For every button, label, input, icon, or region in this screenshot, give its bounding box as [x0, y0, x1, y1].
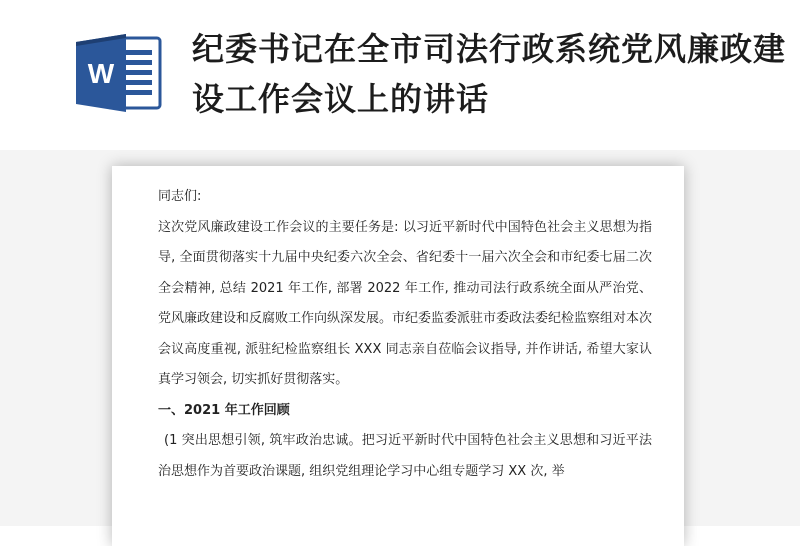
salutation: 同志们:: [158, 189, 202, 204]
section-heading: 一、2021 年工作回顾: [158, 402, 290, 418]
word-icon-letter: W: [87, 58, 115, 89]
intro-paragraph: 这次党风廉政建设工作会议的主要任务是: 以习近平新时代中国特色社会主义思想为指导, 全面贯彻落实十九届中央纪委六次全会、省纪委十一届六次全会和市纪委七届二次全会精神, 总结 2021 年工作, 部署 2022 年工作, 推动司法行政系统全面从严治党、党风廉政建设和反腐败工作向纵深发展。市纪委监委派驻市委政法委纪检监察组对本次会议高度重视, 派驻纪检监察组长 XXX 同志亲自莅临会议指导, 并作讲话, 希望大家认真学习领会, 切实抓好贯彻落实。: [158, 219, 653, 387]
point-paragraph: (1 突出思想引领, 筑牢政治忠诚。把习近平新时代中国特色社会主义思想和习近平法治思想作为首要政治课题, 组织党组理论学习中心组专题学习 XX 次, 举: [158, 433, 652, 479]
word-document-icon: [74, 32, 164, 114]
document-body: [158, 182, 652, 487]
page-title: 纪委书记在全市司法行政系统党风廉政建设工作会议上的讲话: [192, 30, 787, 118]
banner: [0, 0, 800, 150]
document-page: [112, 166, 684, 546]
